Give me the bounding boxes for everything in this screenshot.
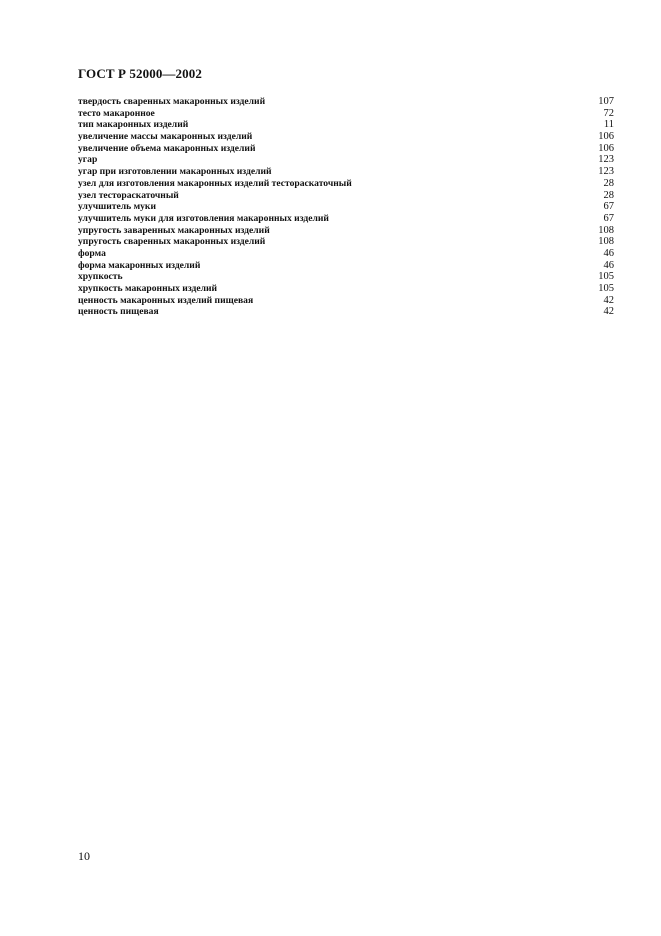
index-entry xyxy=(78,271,614,283)
index-page-ref: 105 xyxy=(598,283,614,294)
index-term: узел тестораскаточный xyxy=(78,189,179,201)
index-entry xyxy=(78,225,614,237)
index-page-ref: 123 xyxy=(598,154,614,166)
index-entry xyxy=(78,306,614,318)
index-page-ref: 42 xyxy=(603,306,614,318)
index-page-ref: 46 xyxy=(603,259,614,271)
index-entry xyxy=(78,96,614,108)
index-entry xyxy=(78,108,614,120)
index-term: форма xyxy=(78,247,106,259)
index-term: узел для изготовления макаронных изделий тестораскаточный xyxy=(78,177,352,189)
index-term: упругость сваренных макаронных изделий xyxy=(78,236,266,248)
index-page-ref: 42 xyxy=(603,294,614,306)
index-term: ценность пищевая xyxy=(78,306,159,318)
index-entry xyxy=(78,283,614,295)
index-page-ref: 28 xyxy=(603,177,614,189)
index-term: хрупкость xyxy=(78,271,123,283)
index-page-ref: 106 xyxy=(598,131,614,143)
index-term: хрупкость макаронных изделий xyxy=(78,283,218,294)
index-page-ref: 105 xyxy=(598,271,614,283)
index-page-ref: 28 xyxy=(603,189,614,201)
index-term: улучшитель муки для изготовления макаронных изделий xyxy=(78,212,329,224)
index-page-ref: 67 xyxy=(603,212,614,224)
index-entry xyxy=(78,248,614,260)
index-page-ref: 11 xyxy=(603,119,614,131)
index-entry xyxy=(78,178,614,190)
index-term: улучшитель муки xyxy=(78,201,156,213)
index-page-ref: 108 xyxy=(598,224,614,236)
index-entry xyxy=(78,201,614,213)
index-term: упругость заваренных макаронных изделий xyxy=(78,224,270,236)
index-entry xyxy=(78,166,614,178)
index-term: ценность макаронных изделий пищевая xyxy=(78,294,254,306)
index-term: угар xyxy=(78,154,98,166)
document-header: ГОСТ Р 52000—2002 xyxy=(78,66,202,81)
index-entry xyxy=(78,131,614,143)
index-page-ref: 108 xyxy=(598,236,614,248)
index-entry xyxy=(78,295,614,307)
index-entry xyxy=(78,213,614,225)
index-entry xyxy=(78,154,614,166)
index-term: твердость сваренных макаронных изделий xyxy=(78,96,266,107)
index-term: тип макаронных изделий xyxy=(78,119,189,131)
index-page-ref: 123 xyxy=(598,166,614,178)
index-term: увеличение объема макаронных изделий xyxy=(78,142,256,154)
index-entry xyxy=(78,119,614,131)
index-page-ref: 72 xyxy=(603,107,614,119)
index-term: форма макаронных изделий xyxy=(78,259,201,271)
index-page-ref: 67 xyxy=(603,201,614,213)
index-page-ref: 107 xyxy=(598,96,614,107)
index-entry xyxy=(78,190,614,202)
index-entry xyxy=(78,143,614,155)
index-page-ref: 106 xyxy=(598,142,614,154)
index-term: угар при изготовлении макаронных изделий xyxy=(78,166,272,178)
page-number: 10 xyxy=(78,849,90,863)
index-term: тесто макаронное xyxy=(78,107,155,119)
index-entry xyxy=(78,236,614,248)
index-entry xyxy=(78,260,614,272)
alphabetical-index xyxy=(78,96,614,318)
index-term: увеличение массы макаронных изделий xyxy=(78,131,253,143)
index-page-ref: 46 xyxy=(603,247,614,259)
